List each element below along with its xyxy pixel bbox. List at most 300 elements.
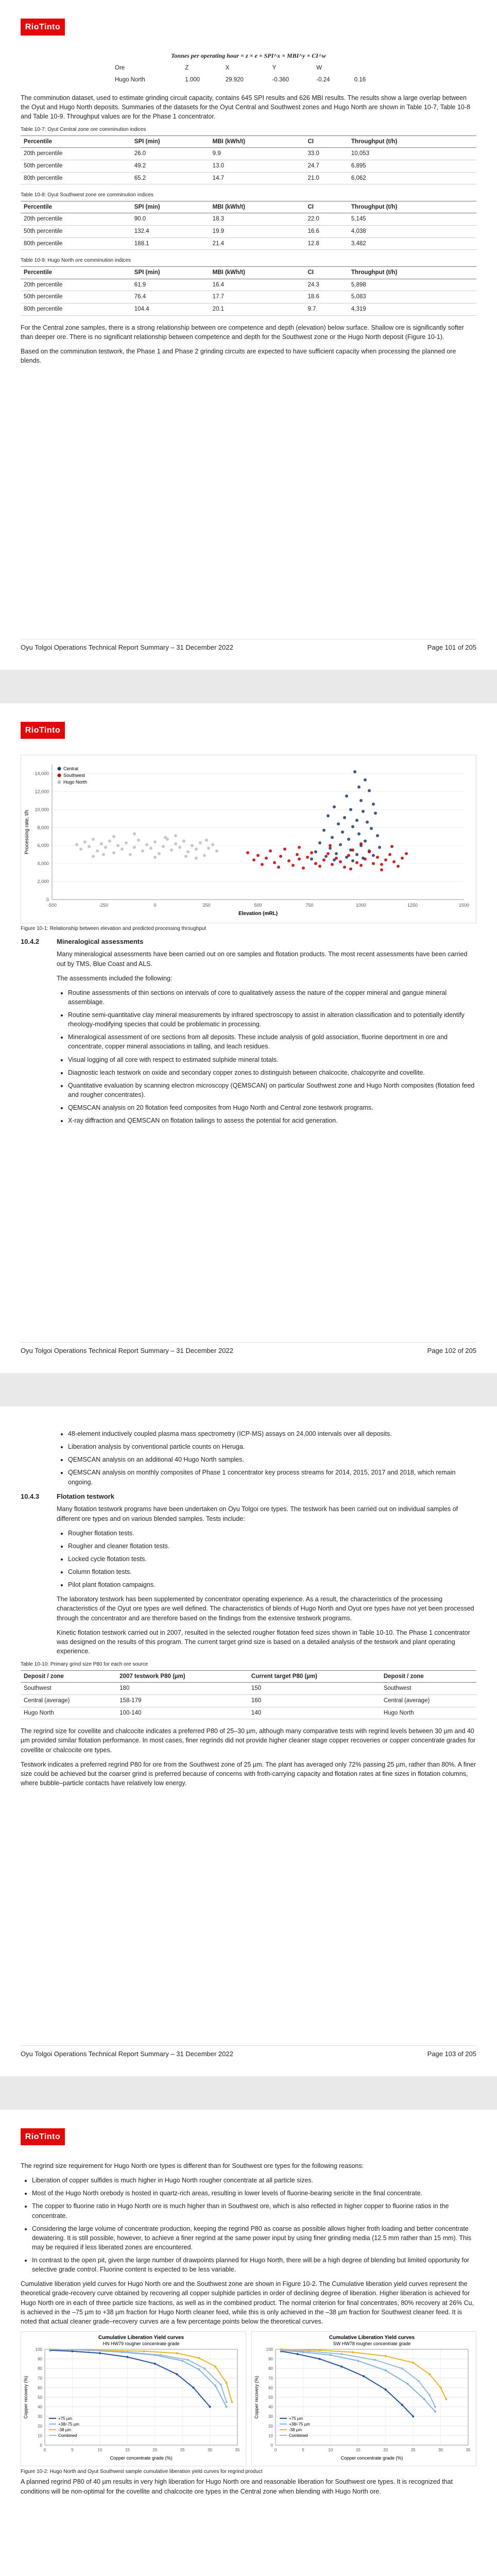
data-point [116, 844, 119, 847]
list-item: • Locked cycle flotation tests. [68, 1554, 476, 1564]
y-tick-label: 10 [268, 2433, 273, 2438]
data-point [327, 815, 330, 818]
list-item: • Routine assessments of thin sections on intervals of core to qualitatively assess the nature of the copper mineral and gangue mineral assemblage. [68, 988, 476, 1007]
data-point [405, 852, 408, 855]
legend-label: +75 µm [58, 2416, 73, 2421]
data-point [158, 852, 161, 855]
list-item: • Column flotation tests. [68, 1567, 476, 1577]
test-list [57, 1529, 476, 1590]
data-point [351, 859, 354, 862]
data-point [174, 842, 177, 845]
legend-label: Combined [58, 2433, 77, 2438]
y-tick-label: 6,000 [37, 843, 49, 849]
y-tick-label: 40 [268, 2404, 273, 2410]
figure-caption: Figure 10-2: Hugo North and Oyut Southwest sample cumulative liberation yield curves for regrind product [21, 2468, 263, 2475]
page-number: Page 103 of 205 [427, 2050, 476, 2058]
data-point [220, 2384, 222, 2386]
data-point [187, 2359, 189, 2361]
chart-subtitle: HN HW79 rougher concentrate grade [102, 2341, 180, 2346]
list-item: • QEMSCAN analysis on an additional 40 Hugo North samples. [68, 1455, 476, 1464]
liberation-chart-southwest [251, 2331, 477, 2466]
data-point [329, 844, 332, 847]
table-row [21, 160, 476, 172]
table-cell: 150 [248, 1683, 381, 1695]
table-cell: 50th percentile [21, 226, 131, 238]
x-tick-label: -500 [47, 903, 57, 908]
data-point [347, 838, 350, 841]
list-item: • QEMSCAN analysis on 20 flotation feed composites from Hugo North and Central zone testwork programs. [68, 1103, 476, 1112]
page-102 [0, 703, 497, 1373]
data-point [88, 845, 91, 848]
data-point [176, 2352, 178, 2354]
table-cell: 24.3 [304, 279, 348, 291]
y-tick-label: 30 [38, 2414, 42, 2419]
x-tick-label: 1250 [407, 903, 418, 908]
assessment-list [57, 988, 476, 1126]
data-point [205, 839, 208, 842]
x-tick-label: 1500 [458, 903, 470, 908]
data-point [298, 857, 301, 860]
data-point [214, 2385, 216, 2387]
data-point [211, 843, 214, 846]
table-caption: Table 10-10: Primary grind size P80 for each ore source [21, 1662, 148, 1668]
data-point [154, 2363, 156, 2365]
data-point [99, 2352, 101, 2354]
data-point [214, 2365, 216, 2367]
section-number: 10.4.2 [21, 937, 40, 945]
table-header: CI [304, 266, 348, 279]
data-point [92, 855, 95, 858]
y-tick-label: 100 [266, 2347, 273, 2352]
list-item: • Quantitative evaluation by scanning electron microscopy (QEMSCAN) on particular Southwest zone and Hugo North composites (flotation feed and rougher concentrates). [68, 1081, 476, 1099]
data-point [339, 843, 342, 846]
x-tick-label: 0 [274, 2447, 277, 2452]
data-point [215, 850, 218, 853]
table-cell: 16.6 [304, 226, 348, 238]
data-point [174, 834, 177, 837]
data-point [351, 849, 354, 852]
data-point [143, 2350, 145, 2352]
table-row [21, 1707, 476, 1719]
table-row [21, 1683, 476, 1695]
table-cell: Central (average) [21, 1694, 116, 1707]
table-cell: 22.0 [304, 213, 348, 226]
table-cell: 14.7 [210, 172, 305, 184]
data-point [390, 845, 393, 848]
table-header: CI [304, 135, 348, 148]
y-tick-label: 60 [38, 2385, 42, 2391]
data-point [126, 2356, 128, 2358]
data-point [162, 845, 165, 848]
formula-header: Z [185, 65, 189, 72]
data-point [121, 848, 124, 851]
x-tick-label: 10 [328, 2447, 333, 2452]
data-point [112, 835, 115, 838]
paragraph: Testwork indicates a preferred regrind P80 for ore from the Southwest zone of 25 µm. The plant has averaged only 72% passing 25 µm, rather than 80%. A finer size could be achieved but the coarser grind is preferred because of concerns with froth-carrying capacity and flotation rates at fine sizes in flotation columns, where bubble–particle contacts have relatively low energy. [21, 1760, 476, 1787]
table-cell: 61.9 [131, 279, 210, 291]
y-axis-label: Copper recovery (%) [23, 2376, 28, 2419]
list-item: • Rougher flotation tests. [68, 1529, 476, 1538]
legend-marker [58, 774, 61, 777]
data-point [378, 846, 381, 849]
data-point [195, 848, 198, 851]
data-point [370, 827, 373, 830]
data-point [340, 2365, 342, 2367]
data-point [265, 857, 268, 860]
data-point [429, 2394, 431, 2396]
throughput-formula: Tonnes per operating hour = z × e + SPI^x × MBI^y × CI^w [171, 52, 326, 59]
data-point [159, 2354, 161, 2356]
data-point [376, 856, 379, 859]
data-point [335, 852, 338, 855]
data-point [445, 2398, 447, 2400]
table-row [21, 238, 476, 250]
data-point [198, 2368, 200, 2370]
list-item: • 48-element inductively coupled plasma mass spectrometry (ICP-MS) assays on 24,000 intervals over all deposits. [68, 1429, 476, 1438]
y-tick-label: 40 [38, 2404, 42, 2410]
table-cell: 80th percentile [21, 238, 131, 250]
data-point [75, 843, 78, 846]
data-point [137, 839, 140, 842]
y-tick-label: 70 [268, 2376, 273, 2381]
data-point [417, 2380, 419, 2382]
data-point [71, 2350, 73, 2352]
series-line [281, 2349, 446, 2399]
data-point [384, 2388, 386, 2391]
data-point [164, 836, 167, 839]
table-header: Percentile [21, 266, 131, 279]
list-item: • In contrast to the open pit, given the large number of drawpoints planned for Hugo North, there will be a high degree of blending but limited opportunity for selective grade control. Fluorine content is expected to be less variable. [32, 2256, 476, 2274]
paragraph: Kinetic flotation testwork carried out in 2007, resulted in the selected rougher flotation feed sizes shown in Table 10-10. The Phase 1 concentrator was designed on the results of this program. The current target grind size is based on a detailed analysis of the testwork and plant operating experience. [57, 1629, 470, 1655]
data-point [401, 857, 404, 860]
table-cell: 13.0 [210, 160, 305, 172]
x-tick-label: 10 [97, 2447, 102, 2452]
data-point [296, 853, 299, 856]
table-cell: 80th percentile [21, 172, 131, 184]
data-point [412, 2415, 414, 2417]
x-tick-label: 35 [235, 2447, 240, 2452]
formula-header: W [316, 65, 322, 72]
data-point [337, 822, 340, 825]
data-point [141, 850, 144, 853]
data-point [335, 857, 338, 860]
table-caption: Table 10-8: Oyut Southwest zone ore comminution indices [21, 192, 153, 198]
data-point [366, 821, 369, 824]
table-caption: Table 10-7: Oyut Central zone ore comminution indices [21, 127, 146, 133]
x-tick-label: 250 [202, 903, 211, 908]
data-point [226, 2382, 228, 2384]
data-point [49, 2348, 52, 2350]
paragraph: For the Central zone samples, there is a strong relationship between ore competence and depth (elevation) below surface. Shallow ore is significantly softer than deeper ore. There is no significant relationship between competence and depth for the Southwest zone or the Hugo North deposit (Figure 10-1). [21, 324, 464, 341]
data-point [176, 2373, 178, 2375]
data-point [364, 839, 367, 842]
data-point [357, 786, 361, 789]
paragraph: The regrind size for covellite and chalcocite indicates a preferred P80 of 25–30 µm, although many comparative tests with regrind levels between 30 µm and 40 µm provided similar flotation performance. In most cases, finer regrinds did not provide higher cleaner stage copper recoveries or copper concentrate grades for covellite or chalcocite ore types. [21, 1727, 476, 1754]
y-axis-label: Processing rate, t/h [24, 809, 30, 855]
x-tick-label: 25 [410, 2447, 416, 2452]
series-line [50, 2349, 227, 2402]
legend-label: +75 µm [288, 2416, 303, 2421]
y-tick-label: 10 [38, 2433, 42, 2438]
data-point [203, 854, 206, 857]
figure-caption: Figure 10-1: Relationship between elevation and predicted processing throughput [21, 926, 207, 932]
data-point [125, 841, 128, 844]
data-point [329, 2354, 331, 2356]
y-tick-label: 10,000 [35, 807, 49, 812]
data-point [423, 2398, 425, 2400]
data-point [384, 858, 387, 861]
table-header: Throughput (t/h) [348, 266, 476, 279]
table-cell: Southwest [21, 1683, 116, 1695]
liberation-charts [21, 2331, 476, 2466]
data-point [355, 819, 358, 822]
table-header: SPI (min) [131, 201, 210, 213]
legend-label: Hugo North [63, 779, 88, 785]
data-point [310, 851, 313, 854]
legend-label: -38 µm [58, 2427, 72, 2432]
x-tick-label: 30 [438, 2447, 443, 2452]
data-point [207, 846, 210, 850]
footer-title: Oyu Tolgoi Operations Technical Report Summary – 31 December 2022 [21, 1347, 233, 1354]
x-tick-label: 20 [152, 2447, 158, 2452]
table-row [21, 279, 476, 291]
data-point [292, 864, 295, 867]
data-point [359, 864, 363, 867]
list-item: • Considering the large volume of concentrate production, keeping the regrind P80 as coarse as possible allows higher froth loading and better concentrate dewatering. It is still possible, however, to achieve a finer regrind at the same power input by using finer grinding media (12.5 mm rather than 15 mm). This may be required if less liberated zones are encountered. [32, 2224, 476, 2252]
comminution-table-southwest [21, 201, 476, 250]
list-item: • The copper to fluorine ratio in Hugo North ore is much higher than in Southwest ore, which is also reflected in higher copper to fluorine ratios in the concentrate. [32, 2201, 476, 2220]
data-point [380, 863, 383, 866]
table-header: CI [304, 201, 348, 213]
x-tick-label: 15 [125, 2447, 130, 2452]
chart-title: Cumulative Liberation Yield curves [329, 2334, 415, 2341]
data-point [331, 863, 334, 866]
data-point [343, 816, 346, 819]
x-tick-label: 1000 [355, 903, 367, 908]
data-point [279, 855, 282, 858]
table-cell: 20th percentile [21, 148, 131, 160]
page-number: Page 102 of 205 [427, 1347, 476, 1354]
data-point [231, 2401, 233, 2403]
data-point [322, 829, 325, 832]
data-point [343, 866, 346, 869]
data-point [362, 810, 365, 813]
table-cell: 4,038 [348, 226, 476, 238]
data-point [193, 2386, 195, 2388]
formula-cell: 29.920 [225, 77, 244, 83]
data-point [364, 857, 367, 860]
comminution-table-hugo-north [21, 266, 476, 316]
comminution-table-central [21, 135, 476, 185]
y-tick-label: 2,000 [37, 879, 49, 885]
data-point [112, 851, 115, 854]
data-point [324, 855, 328, 858]
table-header: Percentile [21, 135, 131, 148]
data-point [349, 868, 352, 871]
data-point [199, 841, 202, 844]
table-cell: 140 [248, 1707, 381, 1719]
table-caption: Table 10-9: Hugo North ore comminution indices [21, 258, 131, 264]
paragraph: The regrind size requirement for Hugo North ore types is different than for Southwest ore types for the following reasons: [21, 2162, 364, 2170]
legend-label: +38/-75 µm [288, 2421, 310, 2427]
data-point [434, 2411, 436, 2413]
data-point [372, 854, 375, 857]
data-point [307, 2350, 310, 2352]
data-point [345, 794, 348, 798]
paragraph: Many flotation testwork programs have been undertaken on Oyu Tolgoi ore types. The testwork has been carried out on individual samples of different ore types and on various blended samples. Tests include: [57, 1505, 458, 1522]
x-tick-label: 750 [305, 903, 314, 908]
data-point [357, 832, 361, 835]
table-cell: 21.4 [210, 238, 305, 250]
y-tick-label: 50 [38, 2395, 42, 2400]
data-point [226, 2405, 228, 2408]
paragraph: Cumulative liberation yield curves for Hugo North ore and the Southwest zone are shown in Figure 10-2. The Cumulative liberation yield curves represent the theoretical grade-recovery curve obtained by recovering all copper sulphide particles in order of declining degree of liberation. Higher liberation is achieved for Hugo North ore in each of three particle size fractions, as well as in the combined product. The normal criterion for final concentrates, 80% recovery at 26% Cu, is achieved in the –75 µm to +38 µm fraction for Hugo North cleaner feed, while this is only achieved in the –38 µm fraction for Southwest cleaner feed. It is noted that actual cleaner grade–recovery curves are a few percentage points below the theoretical curves. [21, 2280, 474, 2325]
footer-title: Oyu Tolgoi Operations Technical Report Summary – 31 December 2022 [21, 643, 233, 651]
table-cell: 18.3 [210, 213, 305, 226]
data-point [384, 2369, 386, 2371]
x-tick-label: 0 [43, 2447, 46, 2452]
table-cell: 18.6 [304, 291, 348, 303]
table-cell: 12.8 [304, 238, 348, 250]
y-tick-label: 8,000 [37, 825, 49, 831]
list-item: • Most of the Hugo North orebody is hosted in quartz-rich areas, resulting in lower levels of fluorine-bearing sericite in the final concentrate. [32, 2189, 476, 2198]
list-item: • QEMSCAN analysis on monthly composites of Phase 1 concentrator key process streams for 2014, 2015, 2017 and 2018, which remain ongoing. [68, 1468, 476, 1486]
table-cell: 17.7 [210, 291, 305, 303]
list-item: • Liberation analysis by conventional particle counts on Heruga. [68, 1442, 476, 1451]
table-cell: Central (average) [381, 1694, 476, 1707]
table-header: MBI (kWh/t) [210, 266, 305, 279]
y-tick-label: 0 [40, 2443, 42, 2448]
y-axis-label: Copper recovery (%) [253, 2376, 259, 2419]
grind-size-table [21, 1670, 476, 1720]
legend-label: Central [63, 766, 79, 771]
data-point [310, 857, 313, 860]
chart-subtitle: SW HW78 rougher concentrate grade [333, 2341, 410, 2346]
y-tick-label: 60 [268, 2385, 273, 2391]
table-cell: 24.7 [304, 160, 348, 172]
table-row [21, 291, 476, 303]
table-header: Percentile [21, 201, 131, 213]
elevation-throughput-chart [21, 755, 476, 923]
paragraph: The assessments included the following: [57, 974, 173, 982]
data-point [126, 2351, 128, 2353]
section-heading [21, 1492, 476, 1502]
data-point [406, 2383, 408, 2385]
data-point [153, 856, 157, 859]
data-point [368, 789, 371, 792]
table-cell: 100-140 [116, 1707, 248, 1719]
table-header: SPI (min) [131, 135, 210, 148]
legend-label: -38 µm [288, 2427, 302, 2432]
data-point [318, 841, 321, 844]
table-cell: 16.4 [210, 279, 305, 291]
data-point [170, 849, 173, 852]
table-header: SPI (min) [131, 266, 210, 279]
data-point [351, 825, 354, 828]
y-tick-label: 0 [270, 2443, 273, 2448]
data-point [401, 2404, 403, 2406]
page-103 [0, 1406, 497, 2076]
formula-cell: 1.000 [185, 77, 200, 83]
data-point [347, 854, 350, 857]
data-point [256, 854, 260, 857]
paragraph: Based on the comminution testwork, the Phase 1 and Phase 2 grinding circuits are expected to have sufficient capacity when processing the planned ore blends. [21, 347, 456, 365]
chart-title: Cumulative Liberation Yield curves [98, 2334, 184, 2341]
table-cell: 9.9 [210, 148, 305, 160]
list-item: • Liberation of copper sulfides is much higher in Hugo North rougher concentrate at all particle sizes. [32, 2176, 476, 2185]
table-cell: 5,898 [348, 279, 476, 291]
paragraph: Many mineralogical assessments have been carried out on ore samples and flotation products. The most recent assessments have been carried out by TMS, Blue Coast and ALS. [57, 951, 468, 968]
table-cell: 19.9 [210, 226, 305, 238]
y-tick-label: 30 [268, 2414, 273, 2419]
data-point [269, 850, 272, 853]
assessment-list-continued [57, 1429, 476, 1487]
table-cell: 104.4 [131, 303, 210, 316]
data-point [429, 2373, 431, 2375]
x-tick-label: 20 [383, 2447, 388, 2452]
data-point [273, 861, 276, 864]
data-point [349, 808, 352, 811]
formula-cell: -0.360 [272, 77, 289, 83]
data-point [203, 2367, 205, 2369]
data-point [384, 2355, 386, 2357]
table-cell: Southwest [381, 1683, 476, 1695]
table-row [21, 226, 476, 238]
table-cell: 20th percentile [21, 279, 131, 291]
x-tick-label: -250 [98, 903, 109, 908]
data-point [133, 846, 136, 849]
table-header: Deposit / zone [381, 1670, 476, 1683]
data-point [397, 865, 400, 868]
y-tick-label: 90 [268, 2357, 273, 2362]
table-header: 2007 testwork P80 (µm) [116, 1670, 248, 1683]
formula-header: Ore [115, 65, 125, 72]
y-tick-label: 50 [268, 2395, 273, 2400]
data-point [280, 2349, 282, 2351]
table-cell: 21.0 [304, 172, 348, 184]
page-footer [21, 639, 476, 651]
list-item: • Visual logging of all core with respect to estimated sulphide mineral totals. [68, 1055, 476, 1064]
data-point [209, 2405, 211, 2408]
data-point [83, 840, 87, 843]
data-point [261, 863, 264, 866]
data-point [339, 860, 342, 863]
x-tick-label: 15 [355, 2447, 361, 2452]
formula-coefficient-table [112, 62, 385, 86]
data-point [439, 2386, 441, 2388]
regrind-reasons-list [21, 2176, 476, 2274]
data-point [374, 811, 377, 815]
list-item: • Routine semi-quantitative clay mineral measurements by infrared spectroscopy to assist in alteration classification and to potentially identify rheology-modifying species that could be problematic in processing. [68, 1010, 476, 1029]
data-point [359, 799, 363, 802]
table-cell: 90.0 [131, 213, 210, 226]
data-point [296, 2353, 298, 2355]
legend-marker [58, 767, 61, 771]
data-point [355, 853, 358, 856]
data-point [287, 859, 290, 862]
data-point [314, 850, 317, 853]
table-cell: Hugo North [381, 1707, 476, 1719]
table-cell: 4,319 [348, 303, 476, 316]
formula-header: X [225, 65, 230, 72]
y-tick-label: 70 [38, 2376, 42, 2381]
rio-tinto-logo: RioTinto [21, 19, 65, 36]
data-point [351, 2351, 353, 2353]
table-cell: 5,145 [348, 213, 476, 226]
data-point [102, 853, 105, 856]
x-tick-label: 35 [466, 2447, 470, 2452]
list-item: • Rougher and cleaner flotation tests. [68, 1541, 476, 1551]
